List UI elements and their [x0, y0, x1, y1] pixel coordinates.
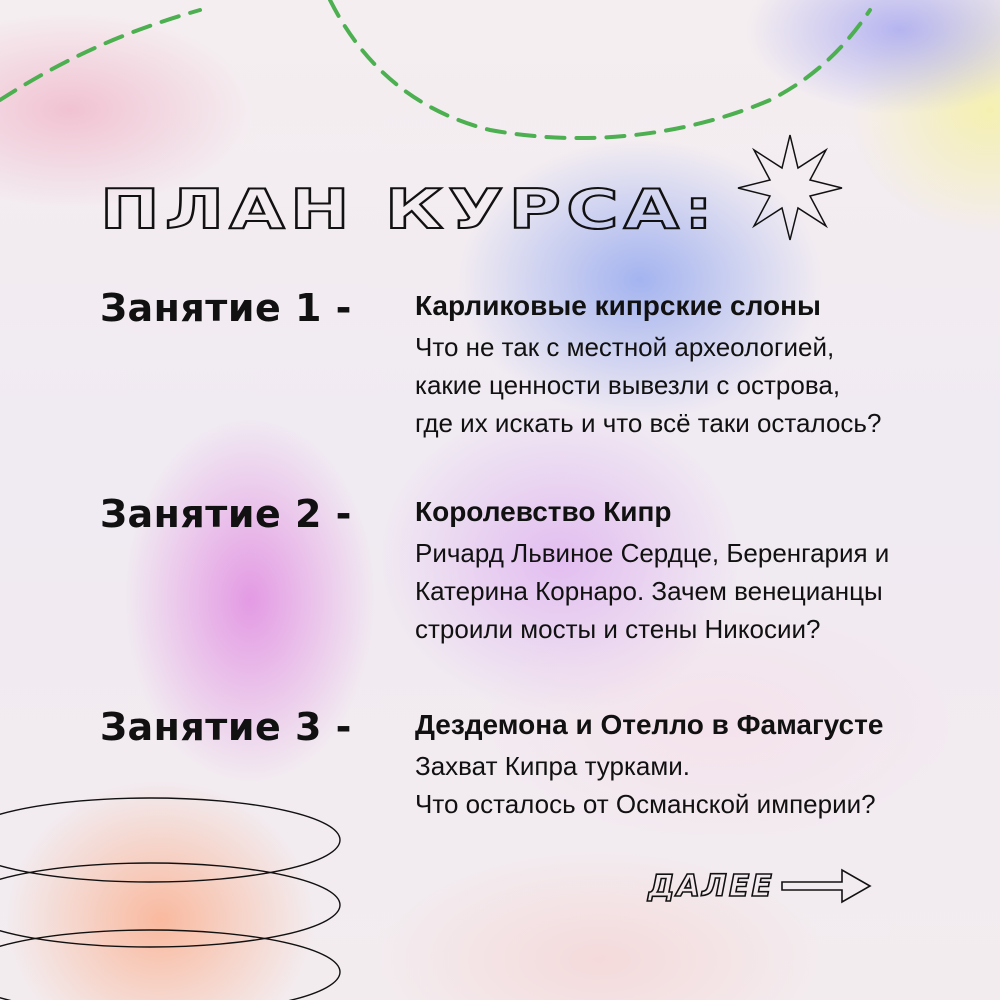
- next-button-label: ДАЛЕЕ: [648, 868, 774, 904]
- lesson-topic: Королевство Кипр: [415, 496, 672, 527]
- dashed-wave-decoration: [0, 0, 870, 138]
- lesson-number: Занятие 2 -: [100, 492, 352, 536]
- description-line: какие ценности вывезли с острова,: [415, 370, 841, 400]
- page-title: ПЛАН КУРСА:: [100, 178, 719, 241]
- lesson-number: Занятие 3 -: [100, 705, 352, 749]
- next-button[interactable]: [648, 862, 908, 910]
- description-line: Катерина Корнаро. Зачем венецианцы: [415, 576, 883, 606]
- star-burst-icon: [738, 135, 842, 240]
- description-line: Что не так с местной археологией,: [415, 332, 835, 362]
- description-line: Ричард Львиное Сердце, Беренгария и: [415, 538, 890, 568]
- description-line: Что осталось от Османской империи?: [415, 789, 876, 819]
- description-line: строили мосты и стены Никосии?: [415, 614, 821, 644]
- description-line: где их искать и что всё таки осталось?: [415, 408, 882, 438]
- orbit-ellipses-icon: [0, 798, 340, 1000]
- description-line: Захват Кипра турками.: [415, 751, 690, 781]
- lesson-description: [415, 747, 975, 823]
- lesson-description: [415, 534, 975, 648]
- lesson-topic: Дездемона и Отелло в Фамагусте: [415, 709, 884, 740]
- arrow-right-icon: [780, 866, 874, 906]
- lesson-topic: Карликовые кипрские слоны: [415, 290, 821, 321]
- lesson-number: Занятие 1 -: [100, 286, 352, 330]
- lesson-description: [415, 328, 975, 442]
